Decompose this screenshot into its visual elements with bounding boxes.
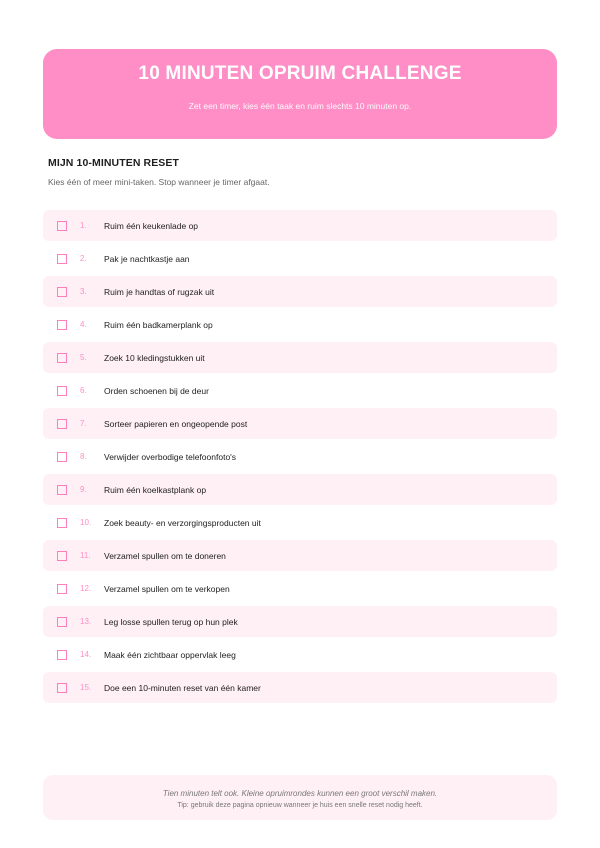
page-title: 10 MINUTEN OPRUIM CHALLENGE — [138, 63, 462, 84]
task-checkbox[interactable] — [57, 617, 67, 627]
task-checkbox[interactable] — [57, 254, 67, 264]
task-number: 10. — [80, 518, 92, 527]
task-number: 11. — [80, 551, 91, 560]
page-subtitle: Zet een timer, kies één taak en ruim slechts 10 minuten op. — [188, 101, 412, 111]
task-number: 8. — [80, 452, 87, 461]
task-number: 14. — [80, 650, 92, 659]
task-text: Maak één zichtbaar oppervlak leeg — [104, 649, 236, 660]
task-text: Verzamel spullen om te verkopen — [104, 583, 230, 594]
task-number: 12. — [80, 584, 92, 593]
task-text: Orden schoenen bij de deur — [104, 385, 209, 396]
task-checkbox[interactable] — [57, 518, 67, 528]
task-number: 13. — [80, 617, 92, 626]
task-text: Pak je nachtkastje aan — [104, 253, 190, 264]
task-text: Ruim één keukenlade op — [104, 220, 199, 231]
task-row — [43, 243, 557, 274]
task-number: 5. — [80, 353, 87, 362]
footer-tip: Tip: gebruik deze pagina opnieuw wanneer je huis een snelle reset nodig heeft. — [177, 802, 423, 809]
task-text: Zoek 10 kledingstukken uit — [104, 352, 205, 363]
task-text: Zoek beauty- en verzorgingsproducten uit — [104, 517, 261, 528]
task-number: 1. — [80, 221, 87, 230]
section-description: Kies één of meer mini-taken. Stop wanneer je timer afgaat. — [48, 177, 270, 187]
task-checkbox[interactable] — [57, 287, 67, 297]
task-text: Ruim je handtas of rugzak uit — [104, 286, 215, 297]
task-number: 9. — [80, 485, 87, 494]
task-row — [43, 474, 557, 505]
task-text: Doe een 10-minuten reset van één kamer — [104, 682, 261, 693]
task-checkbox[interactable] — [57, 221, 67, 231]
task-checkbox[interactable] — [57, 584, 67, 594]
task-list — [43, 210, 557, 705]
task-number: 15. — [80, 683, 92, 692]
task-number: 7. — [80, 419, 87, 428]
task-number: 4. — [80, 320, 87, 329]
header-banner — [43, 49, 557, 139]
task-row — [43, 276, 557, 307]
task-row — [43, 639, 557, 670]
task-checkbox[interactable] — [57, 452, 67, 462]
footer-quote: Tien minuten telt ook. Kleine opruimrondes kunnen een groot verschil maken. — [162, 789, 438, 798]
task-number: 6. — [80, 386, 87, 395]
task-row — [43, 375, 557, 406]
task-row — [43, 672, 557, 703]
task-checkbox[interactable] — [57, 320, 67, 330]
task-number: 3. — [80, 287, 87, 296]
task-row — [43, 573, 557, 604]
task-text: Sorteer papieren en ongeopende post — [104, 418, 248, 429]
task-checkbox[interactable] — [57, 650, 67, 660]
section-title: MIJN 10-MINUTEN RESET — [48, 157, 180, 169]
task-number: 2. — [80, 254, 87, 263]
task-checkbox[interactable] — [57, 386, 67, 396]
task-row — [43, 540, 557, 571]
task-text: Ruim één koelkastplank op — [104, 484, 207, 495]
task-checkbox[interactable] — [57, 683, 67, 693]
task-row — [43, 606, 557, 637]
task-text: Verzamel spullen om te doneren — [104, 550, 226, 561]
task-row — [43, 210, 557, 241]
task-checkbox[interactable] — [57, 551, 67, 561]
footer-note — [43, 775, 557, 820]
task-checkbox[interactable] — [57, 419, 67, 429]
task-row — [43, 309, 557, 340]
task-checkbox[interactable] — [57, 485, 67, 495]
task-text: Leg losse spullen terug op hun plek — [104, 616, 238, 627]
task-checkbox[interactable] — [57, 353, 67, 363]
task-row — [43, 342, 557, 373]
task-text: Ruim één badkamerplank op — [104, 319, 213, 330]
task-row — [43, 408, 557, 439]
task-text: Verwijder overbodige telefoonfoto's — [104, 451, 237, 462]
task-row — [43, 507, 557, 538]
task-row — [43, 441, 557, 472]
